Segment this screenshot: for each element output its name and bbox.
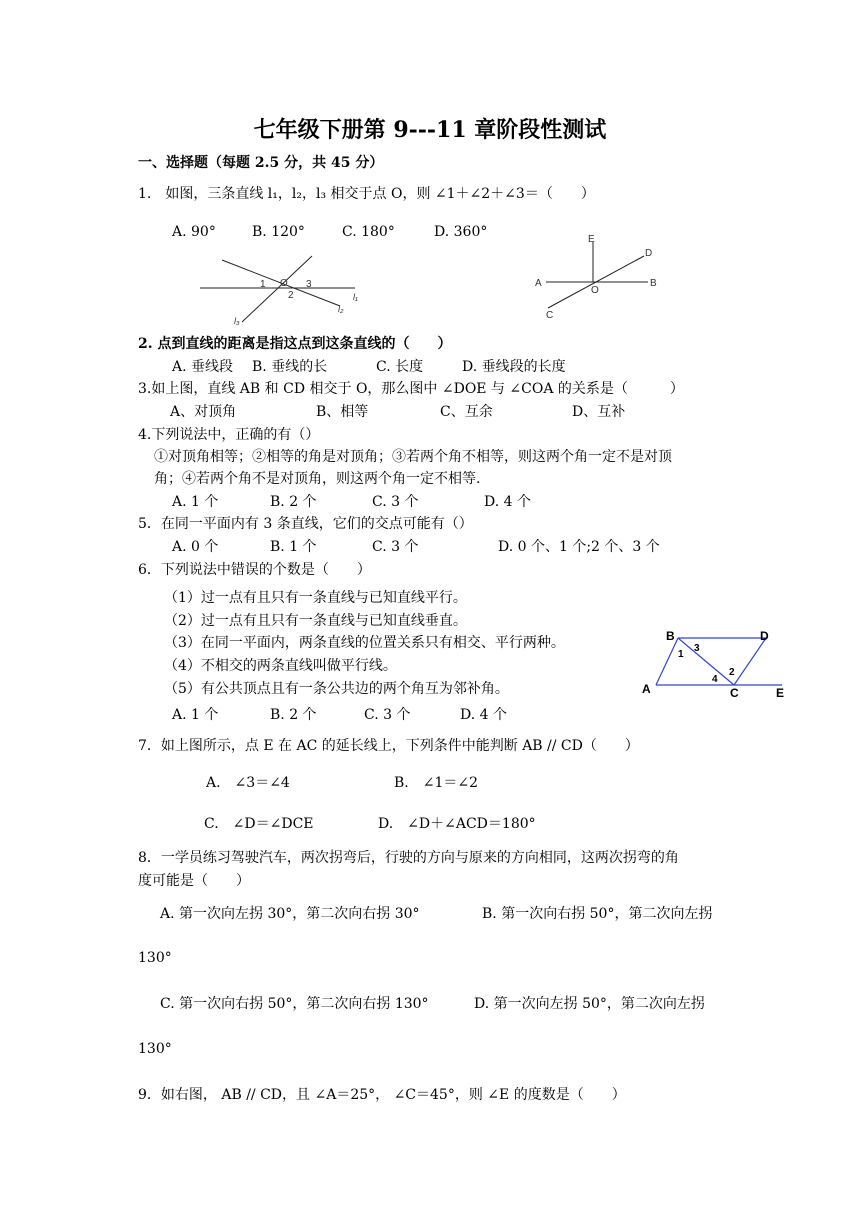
q9-stem: 9．如右图， AB // CD，且 ∠A＝25°， ∠C＝45°，则 ∠E 的度数是（ ） — [138, 1087, 626, 1103]
fig3-angle-2: 2 — [729, 667, 735, 678]
q7-option-c: C. ∠D＝∠DCE — [204, 816, 314, 832]
q6-option-d: D. 4 个 — [460, 707, 507, 723]
q4-option-a: A. 1 个 — [172, 494, 219, 510]
fig1-line-l2: l₂ — [338, 304, 344, 314]
fig2-point-c: C — [546, 310, 554, 321]
q2-option-d: D. 垂线段的长度 — [462, 359, 566, 375]
intersecting-lines-figure — [530, 230, 670, 322]
fig1-angle-1: 1 — [260, 279, 266, 290]
q6-option-c: C. 3 个 — [364, 707, 411, 723]
q6-option-a: A. 1 个 — [172, 707, 219, 723]
fig2-point-d: D — [645, 248, 653, 259]
fig1-point-o: O — [280, 278, 288, 289]
q8-option-a: A. 第一次向左拐 30°，第二次向右拐 30° — [160, 906, 420, 922]
q5-option-b: B. 1 个 — [270, 539, 317, 555]
q1-option-d: D. 360° — [434, 224, 488, 240]
q6-item-3: （3）在同一平面内，两条直线的位置关系只有相交、平行两种。 — [164, 635, 565, 651]
q7-option-a: A. ∠3＝∠4 — [206, 775, 290, 791]
q4-stem: 4.下列说法中，正确的有（） — [138, 427, 320, 443]
q8-option-d-continued: 130° — [138, 1041, 172, 1057]
fig1-angle-2: 2 — [288, 290, 294, 301]
q8-option-d: D. 第一次向左拐 50°，第二次向左拐 — [474, 996, 705, 1012]
q1-option-b: B. 120° — [252, 224, 305, 240]
q4-option-b: B. 2 个 — [270, 494, 317, 510]
q8-option-b: B. 第一次向右拐 50°，第二次向左拐 — [482, 906, 713, 922]
q2-option-a: A. 垂线段 — [172, 359, 234, 375]
q1-option-a: A. 90° — [172, 224, 216, 240]
q4-line-1: ①对顶角相等；②相等的角是对顶角；③若两个角不相等，则这两个角一定不是对顶 — [154, 449, 672, 465]
q1-stem: 1. 如图，三条直线 l₁，l₂，l₃ 相交于点 O，则 ∠1＋∠2＋∠3＝（ ） — [138, 186, 595, 202]
q3-option-d: D、互补 — [572, 404, 626, 420]
q8-stem-line-2: 度可能是（ ） — [138, 873, 250, 889]
q3-stem: 3.如上图，直线 AB 和 CD 相交于 O，那么图中 ∠DOE 与 ∠COA 的关系是（ ） — [138, 381, 684, 397]
q1-option-c: C. 180° — [342, 224, 395, 240]
q5-stem: 5．在同一平面内有 3 条直线，它们的交点可能有（） — [138, 516, 473, 532]
fig2-point-e: E — [588, 234, 595, 245]
q3-option-a: A、对顶角 — [170, 404, 237, 420]
q2-option-c: C. 长度 — [376, 359, 424, 375]
fig1-angle-3: 3 — [306, 279, 312, 290]
q2-stem: 2. 点到直线的距离是指这点到这条直线的（ ） — [138, 336, 452, 352]
page-title: 七年级下册第 9---11 章阶段性测试 — [253, 117, 607, 143]
q6-item-5: （5）有公共顶点且有一条公共边的两个角互为邻补角。 — [164, 681, 509, 697]
fig3-angle-1: 1 — [678, 649, 684, 660]
parallelogram-figure — [636, 626, 796, 702]
q7-option-d: D. ∠D＋∠ACD＝180° — [378, 816, 536, 832]
q2-option-b: B. 垂线的长 — [252, 359, 328, 375]
q5-option-c: C. 3 个 — [372, 539, 419, 555]
q6-item-2: （2）过一点有且只有一条直线与已知直线垂直。 — [164, 613, 467, 629]
fig3-point-a: A — [642, 682, 651, 696]
fig1-line-l1: l₁ — [353, 292, 358, 302]
q3-option-c: C、互余 — [440, 404, 493, 420]
fig3-point-c: C — [730, 686, 739, 700]
q6-option-b: B. 2 个 — [270, 707, 317, 723]
q4-option-c: C. 3 个 — [372, 494, 419, 510]
fig3-angle-3: 3 — [694, 643, 700, 654]
q4-line-2: 角；④若两个角不是对顶角，则这两个角一定不相等. — [154, 471, 481, 487]
q8-option-c: C. 第一次向右拐 50°，第二次向右拐 130° — [160, 996, 429, 1012]
q6-item-4: （4）不相交的两条直线叫做平行线。 — [164, 658, 397, 674]
fig2-point-o: O — [591, 285, 599, 296]
q7-stem: 7．如上图所示，点 E 在 AC 的延长线上，下列条件中能判断 AB // CD（ ） — [138, 738, 639, 754]
q3-option-b: B、相等 — [316, 404, 369, 420]
q5-option-d: D. 0 个、1 个;2 个、3 个 — [498, 539, 660, 555]
fig3-point-b: B — [666, 629, 675, 643]
q7-option-b: B. ∠1＝∠2 — [394, 775, 479, 791]
fig3-angle-4: 4 — [712, 674, 718, 685]
fig2-point-a: A — [535, 278, 542, 289]
fig3-point-e: E — [776, 686, 785, 700]
q8-stem-line-1: 8．一学员练习驾驶汽车，两次拐弯后，行驶的方向与原来的方向相同，这两次拐弯的角 — [138, 850, 679, 866]
fig3-point-d: D — [760, 629, 769, 643]
three-lines-figure — [190, 250, 370, 330]
q6-stem: 6．下列说法中错误的个数是（ ） — [138, 562, 371, 578]
q8-option-b-continued: 130° — [138, 950, 172, 966]
q5-option-a: A. 0 个 — [172, 539, 219, 555]
fig1-line-l3: l₃ — [234, 316, 240, 326]
q4-option-d: D. 4 个 — [484, 494, 531, 510]
section-heading: 一、选择题（每题 2.5 分，共 45 分） — [138, 155, 384, 171]
fig2-point-b: B — [650, 278, 657, 289]
q6-item-1: （1）过一点有且只有一条直线与已知直线平行。 — [164, 590, 467, 606]
